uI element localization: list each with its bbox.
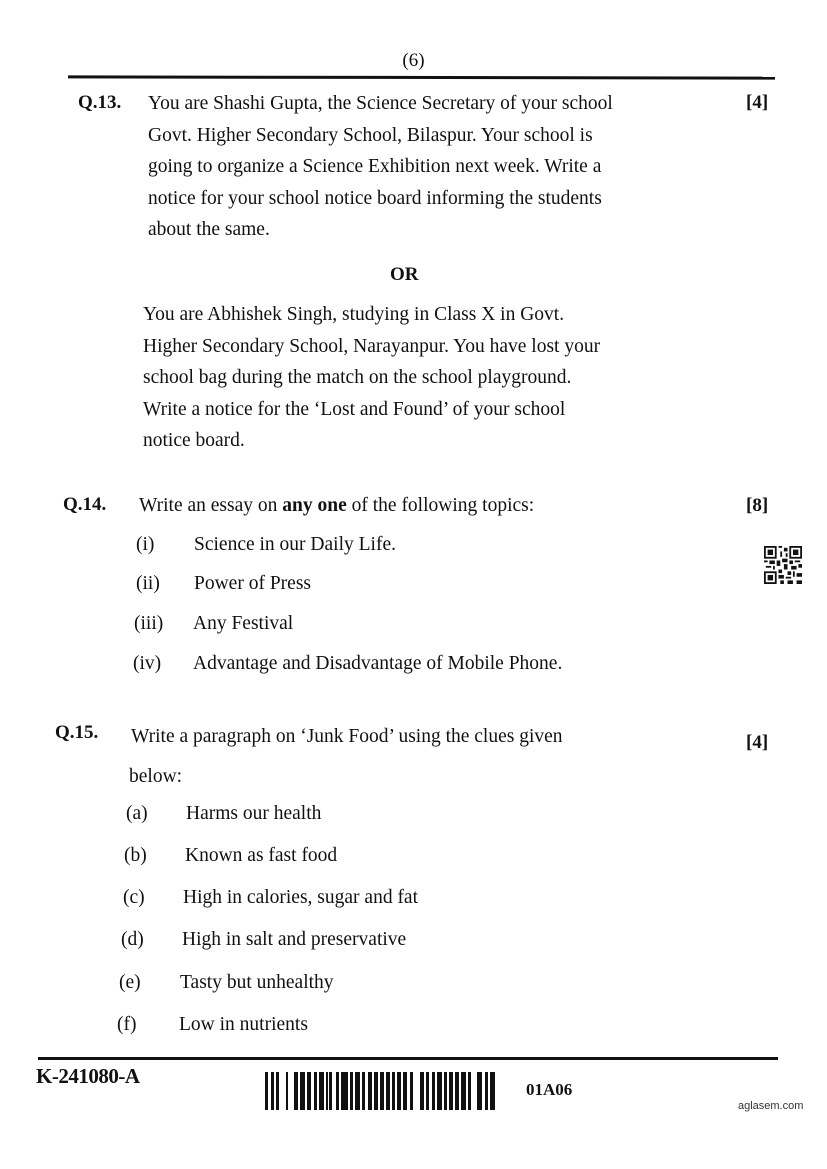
clue-text: High in salt and preservative bbox=[182, 929, 407, 950]
q13-alt-line: Higher Secondary School, Narayanpur. You have lost your bbox=[143, 335, 601, 357]
q13-line: going to organize a Science Exhibition next week. Write a bbox=[148, 156, 602, 177]
question-15-marks: [4] bbox=[746, 732, 769, 753]
question-13-text bbox=[148, 88, 613, 246]
q15-clue bbox=[123, 887, 418, 909]
barcode-icon bbox=[265, 1072, 495, 1110]
q13-alt-line: notice board. bbox=[143, 430, 245, 451]
page-reference: 01A06 bbox=[526, 1080, 573, 1099]
q13-line: Govt. Higher Secondary School, Bilaspur. Your school is bbox=[148, 124, 593, 146]
q13-alt-line: You are Abhishek Singh, studying in Class X in Govt. bbox=[143, 304, 565, 325]
option-label: (ii) bbox=[136, 573, 160, 594]
clue-text: Low in nutrients bbox=[179, 1014, 308, 1035]
question-14-number: Q.14. bbox=[63, 494, 107, 515]
question-15-prompt-cont: below: bbox=[129, 766, 183, 787]
option-text: Power of Press bbox=[194, 573, 311, 594]
option-label: (iii) bbox=[134, 613, 164, 634]
option-text: Advantage and Disadvantage of Mobile Phone. bbox=[193, 653, 563, 674]
q14-prompt-after: of the following topics: bbox=[346, 495, 535, 516]
question-14-prompt bbox=[139, 490, 534, 522]
q14-prompt-emphasis: any one bbox=[282, 495, 347, 516]
option-label: (i) bbox=[136, 534, 155, 555]
clue-text: Tasty but unhealthy bbox=[180, 972, 334, 993]
clue-text: High in calories, sugar and fat bbox=[183, 887, 419, 908]
q13-line: notice for your school notice board informing the students bbox=[148, 187, 602, 209]
paper-code: K-241080-A bbox=[36, 1064, 140, 1088]
qr-code-icon bbox=[764, 546, 802, 584]
clue-label: (e) bbox=[119, 972, 141, 993]
clue-text: Known as fast food bbox=[185, 845, 338, 866]
clue-label: (c) bbox=[123, 887, 145, 908]
q14-option bbox=[133, 653, 562, 675]
q14-prompt-before: Write an essay on bbox=[139, 495, 283, 516]
q14-option bbox=[136, 573, 311, 595]
clue-label: (d) bbox=[121, 929, 144, 950]
clue-label: (b) bbox=[124, 845, 147, 866]
q13-line: You are Shashi Gupta, the Science Secretary of your school bbox=[148, 93, 613, 114]
question-13-alternative-text bbox=[143, 299, 600, 457]
option-label: (iv) bbox=[133, 653, 162, 674]
q14-option bbox=[134, 613, 293, 635]
clue-label: (f) bbox=[117, 1014, 137, 1035]
question-13-number: Q.13. bbox=[78, 92, 122, 113]
q15-clue bbox=[121, 929, 406, 951]
q13-alt-line: school bag during the match on the school playground. bbox=[143, 367, 572, 388]
watermark: aglasem.com bbox=[738, 1100, 804, 1112]
footer-divider bbox=[38, 1057, 778, 1060]
q15-clue bbox=[119, 972, 334, 994]
page-number: (6) bbox=[402, 50, 425, 71]
q15-clue bbox=[117, 1014, 308, 1036]
q15-clue bbox=[126, 803, 321, 825]
q15-clue bbox=[124, 845, 337, 867]
or-separator: OR bbox=[390, 264, 419, 285]
question-15-number: Q.15. bbox=[55, 722, 99, 743]
question-14-marks: [8] bbox=[746, 495, 769, 516]
option-text: Any Festival bbox=[193, 613, 294, 634]
clue-label: (a) bbox=[126, 803, 148, 824]
header-divider bbox=[68, 75, 775, 79]
q13-line: about the same. bbox=[148, 219, 270, 240]
clue-text: Harms our health bbox=[186, 803, 322, 824]
question-13-marks: [4] bbox=[746, 92, 769, 113]
q14-option bbox=[136, 534, 396, 556]
option-text: Science in our Daily Life. bbox=[194, 534, 396, 555]
q13-alt-line: Write a notice for the ‘Lost and Found’ of your school bbox=[143, 398, 566, 420]
question-15-prompt: Write a paragraph on ‘Junk Food’ using the clues given bbox=[131, 726, 563, 747]
